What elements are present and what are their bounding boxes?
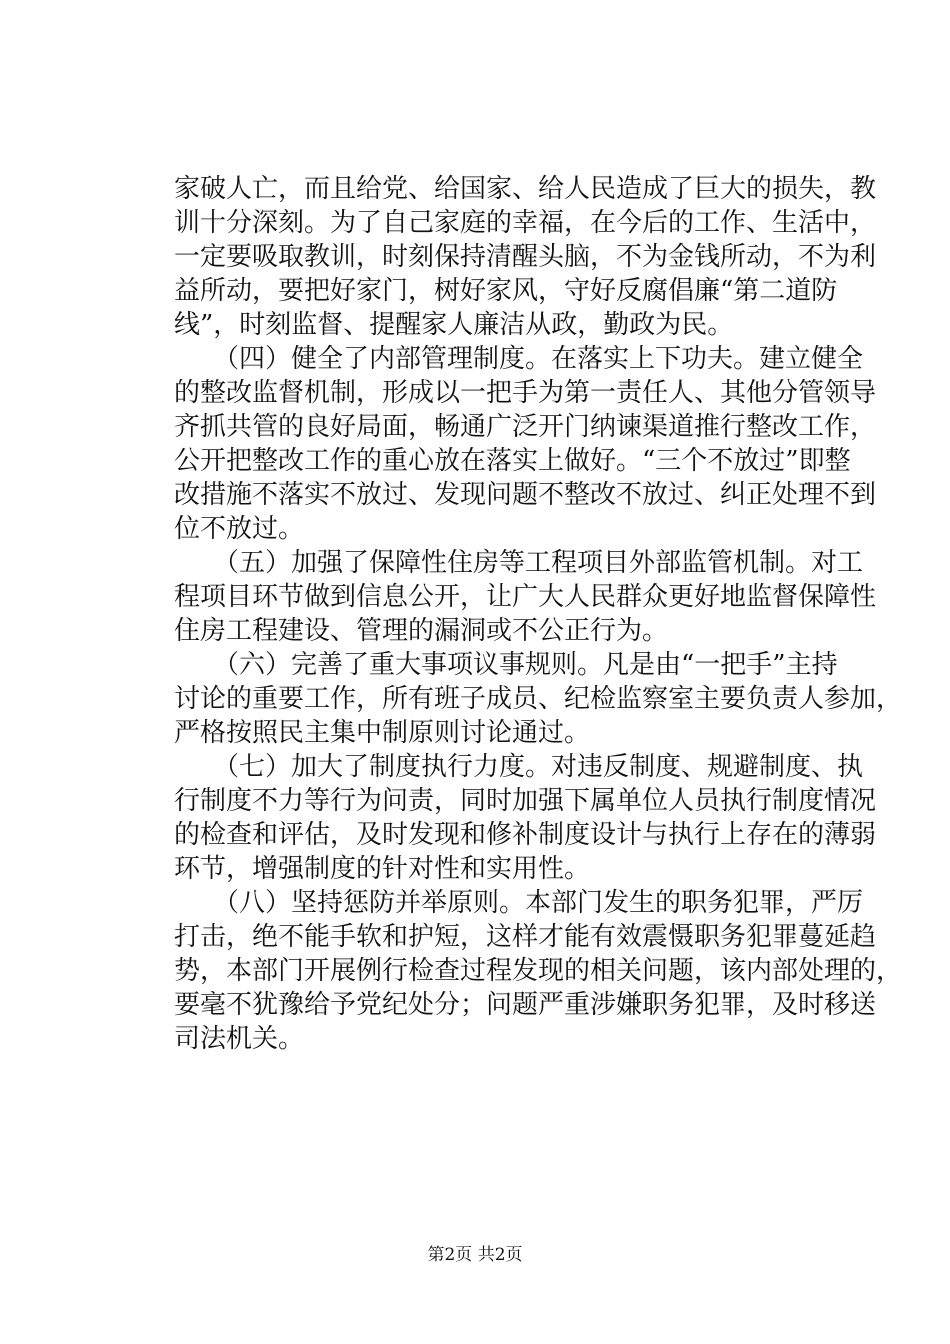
page-footer: 第2页 共2页 xyxy=(427,1245,523,1265)
text-line: 程项目环节做到信息公开，让广大人民群众更好地监督保障性 xyxy=(174,582,877,612)
document-body xyxy=(174,172,903,1056)
text-line: 训十分深刻。为了自己家庭的幸福，在今后的工作、生活中， xyxy=(174,208,877,238)
text-line: 位不放过。 xyxy=(174,514,305,544)
text-line: 改措施不落实不放过、发现问题不整改不放过、纠正处理不到 xyxy=(174,480,877,510)
text-line: 要毫不犹豫给予党纪处分；问题严重涉嫌职务犯罪，及时移送 xyxy=(174,990,877,1020)
text-line: 家破人亡，而且给党、给国家、给人民造成了巨大的损失，教 xyxy=(174,174,877,204)
text-line: 住房工程建设、管理的漏洞或不公正行为。 xyxy=(174,616,669,646)
text-line: 的检查和评估，及时发现和修补制度设计与执行上存在的薄弱 xyxy=(174,820,877,850)
text-line: （五）加强了保障性住房等工程项目外部监管机制。对工 xyxy=(174,548,864,578)
text-line: 一定要吸取教训，时刻保持清醒头脑，不为金钱所动，不为利 xyxy=(174,242,877,272)
text-line: 打击，绝不能手软和护短，这样才能有效震慑职务犯罪蔓延趋 xyxy=(174,922,877,952)
text-line: 益所动，要把好家门，树好家风，守好反腐倡廉“第二道防 xyxy=(174,276,838,306)
text-line: （六）完善了重大事项议事规则。凡是由“一把手”主持 xyxy=(174,650,838,680)
text-line: 公开把整改工作的重心放在落实上做好。“三个不放过”即整 xyxy=(174,446,851,476)
text-line: 齐抓共管的良好局面，畅通广泛开门纳谏渠道推行整改工作， xyxy=(174,412,877,442)
text-line: 讨论的重要工作，所有班子成员、纪检监察室主要负责人参加， xyxy=(174,684,903,714)
text-line: 司法机关。 xyxy=(174,1024,305,1054)
text-line: 行制度不力等行为问责，同时加强下属单位人员执行制度情况 xyxy=(174,786,877,816)
text-line: 环节，增强制度的针对性和实用性。 xyxy=(174,854,591,884)
text-line: （八）坚持惩防并举原则。本部门发生的职务犯罪，严厉 xyxy=(174,888,864,918)
text-line: 的整改监督机制，形成以一把手为第一责任人、其他分管领导 xyxy=(174,378,877,408)
text-line: （七）加大了制度执行力度。对违反制度、规避制度、执 xyxy=(174,752,864,782)
text-line: 势，本部门开展例行检查过程发现的相关问题，该内部处理的， xyxy=(174,956,903,986)
text-line: 严格按照民主集中制原则讨论通过。 xyxy=(174,718,591,748)
text-line: （四）健全了内部管理制度。在落实上下功夫。建立健全 xyxy=(174,344,864,374)
text-line: 线”，时刻监督、提醒家人廉洁从政，勤政为民。 xyxy=(174,310,734,340)
